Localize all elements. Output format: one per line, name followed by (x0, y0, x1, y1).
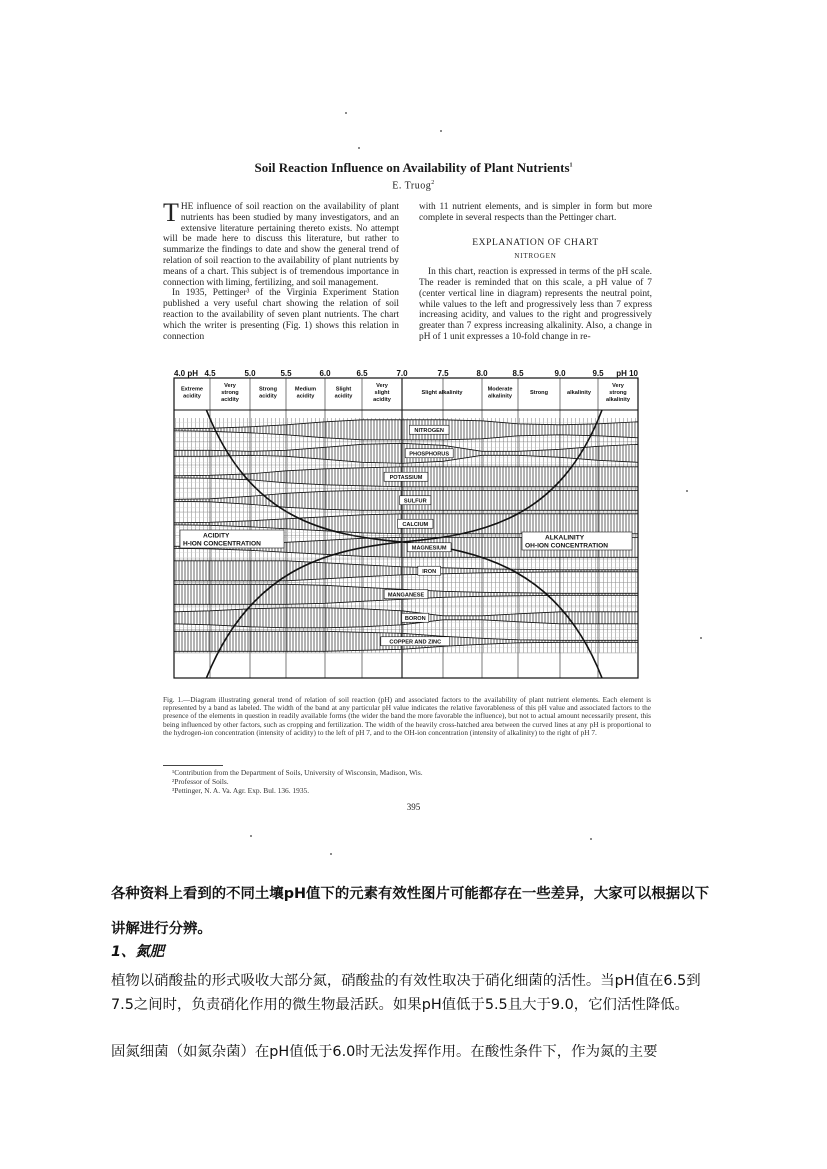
nutrient-label: BORON (404, 616, 426, 623)
nutrient-label: CALCIUM (402, 522, 429, 529)
ph-tick-label: 7.5 (437, 370, 449, 378)
scan-speck (330, 853, 332, 855)
zone-label: Slight (335, 386, 352, 393)
ph-tick-label: 4.0 pH (174, 370, 199, 378)
figure-caption: Fig. 1.—Diagram illustrating general trend of relation of soil reaction (pH) and associated factors to the availability of plant nutrient elements. Each element is represented by a band as labeled. The width of the band at any particular pH value indicates the relative favorableness of this pH value and associated factors to the presence of the elements in question in readily available forms (the wider the band the more favorable the influence), but not to actual amount necessarily present, this being influenced by other factors, such as cropping and fertilization. The width of the heavily cross-hatched area between the curved lines at any pH is proportional to the hydrogen-ion concentration (intensity of acidity) to the left of pH 7, and to the OH-ion concentration (intensity of alkalinity) to the right of pH 7. (163, 695, 651, 737)
scan-speck (358, 147, 360, 149)
nutrient-label: POTASSIUM (389, 475, 423, 482)
article-author: E. Truog$^2$ (392, 180, 435, 192)
ph-tick-label: 5.0 (244, 370, 256, 378)
zone-label: acidity (259, 393, 277, 400)
explanation-paragraph: In this chart, reaction is expressed in terms of the pH scale. The reader is reminded that on this scale, a pH value of 7 (center vertical line in diagram) represents the neutral point, while values to the left and progressively less than 7 express increasing acidity, and values to the right and progressively greater than 7 express increasing alkalinity. Also, a change in pH of 1 unit expresses a 10-fold change in re- (419, 267, 652, 342)
ph-tick-label: 8.0 (476, 370, 488, 378)
zone-label: acidity (334, 393, 353, 400)
zone-label: Strong (258, 386, 278, 393)
zone-label: Extreme (180, 386, 204, 393)
ph-tick-label: pH 10 (616, 370, 638, 378)
pettinger-paragraph: In 1935, Pettinger³ of the Virginia Experiment Station published a very useful chart showing the relation of soil reaction to the availability of seven plant nutrients. The chart which the writer is presenting (Fig. 1) shows this relation in connection (163, 288, 399, 342)
ph-tick-label: 6.5 (356, 370, 368, 378)
acidity-label: H-ION CONCENTRATION (183, 540, 261, 548)
scan-speck (345, 112, 347, 114)
footnote-3: ³Pettinger, N. A. Va. Agr. Exp. Bul. 136. 1935. (172, 786, 310, 795)
alkalinity-label: OH-ION CONCENTRATION (525, 542, 609, 550)
zone-label: acidity (373, 397, 391, 403)
nutrient-availability-chart (166, 370, 648, 690)
zone-label: alkalinity (606, 397, 630, 403)
footnote-2: ²Professor of Soils. (172, 777, 229, 786)
zone-label: Very (612, 383, 624, 389)
drop-cap: T (163, 198, 179, 227)
zone-label: Very (224, 383, 236, 389)
ph-tick-label: 9.5 (592, 370, 604, 378)
article-title: Soil Reaction Influence on Availability of Plant Nutrients$^1$ (254, 160, 573, 175)
page-number: 395 (406, 802, 421, 812)
text-column-left (163, 198, 399, 342)
intro-paragraph-cn: 各种资料上看到的不同土壤pH值下的元素有效性图片可能都存在一些差异，大家可以根据以下讲解进行分辨。 (111, 886, 709, 937)
subsection-heading: NITROGEN (514, 252, 557, 261)
nitrogen-paragraph-cn: 植物以硝酸盐的形式吸收大部分氮，硝酸盐的有效性取决于硝化细菌的活性。当pH值在6.5到7.5之间时，负责硝化作用的微生物最活跃。如果pH值低于5.5且大于9.0，它们活性降低。 (111, 973, 701, 1013)
nitrogen-heading-cn: 1、氮肥 (111, 944, 165, 960)
zone-label: acidity (183, 393, 201, 400)
zone-label: slight (374, 390, 390, 396)
zone-label: strong (609, 390, 627, 396)
zone-label: Slight alkalinity (421, 390, 463, 396)
zone-label: alkalinity (567, 390, 591, 396)
zone-label: acidity (296, 393, 315, 400)
ph-tick-label: 8.5 (512, 370, 524, 378)
scan-speck (700, 637, 702, 639)
ph-tick-label: 9.0 (554, 370, 566, 378)
zone-label: Very (376, 383, 388, 389)
nutrient-label: PHOSPHORUS (409, 451, 450, 458)
zone-label: Medium (294, 386, 317, 393)
intro-paragraph: HE influence of soil reaction on the availability of plant nutrients has been studied by many investigators, and an extensive literature pertaining thereto exists. No attempt will be made here to discuss this literature, but rather to summarize the findings to date and show the general trend of relation of soil reaction to the availability of plant nutrients by means of a chart. This subject is of tremendous importance in connection with liming, fertilizing, and soil management. (163, 202, 399, 288)
scan-speck (686, 490, 688, 492)
scan-speck (250, 835, 252, 837)
nutrient-label: NITROGEN (414, 428, 444, 435)
nutrient-label: IRON (422, 569, 437, 576)
ph-tick-label: 5.5 (280, 370, 292, 378)
ph-tick-label: 4.5 (204, 370, 216, 378)
zone-label: alkalinity (488, 393, 512, 400)
alkalinity-label: ALKALINITY (545, 534, 585, 542)
text-column-right (419, 202, 652, 343)
nitrogen-paragraph-2-cn: 固氮细菌（如氮杂菌）在pH值低于6.0时无法发挥作用。在酸性条件下，作为氮的主要 (111, 1044, 658, 1060)
nutrient-label: MAGNESIUM (411, 545, 447, 552)
acidity-label: ACIDITY (203, 532, 230, 540)
zone-label: acidity (221, 397, 239, 403)
ph-tick-label: 6.0 (319, 370, 331, 378)
nutrient-label: SULFUR (403, 498, 427, 505)
zone-label: Strong (529, 390, 549, 396)
footnote-rule (163, 765, 223, 766)
scan-speck (440, 130, 442, 132)
continuation-paragraph: with 11 nutrient elements, and is simpler in form but more complete in several respects than the Pettinger chart. (419, 202, 652, 223)
chart-svg (166, 370, 648, 690)
nutrient-label: COPPER AND ZINC (389, 639, 442, 646)
section-heading: EXPLANATION OF CHART (472, 237, 599, 248)
footnote-1: ¹Contribution from the Department of Soils, University of Wisconsin, Madison, Wis. (172, 768, 423, 777)
zone-label: strong (221, 390, 239, 396)
scan-speck (590, 838, 592, 840)
nutrient-label: MANGANESE (387, 592, 425, 599)
zone-label: Moderate (487, 386, 513, 393)
ph-tick-label: 7.0 (396, 370, 408, 378)
